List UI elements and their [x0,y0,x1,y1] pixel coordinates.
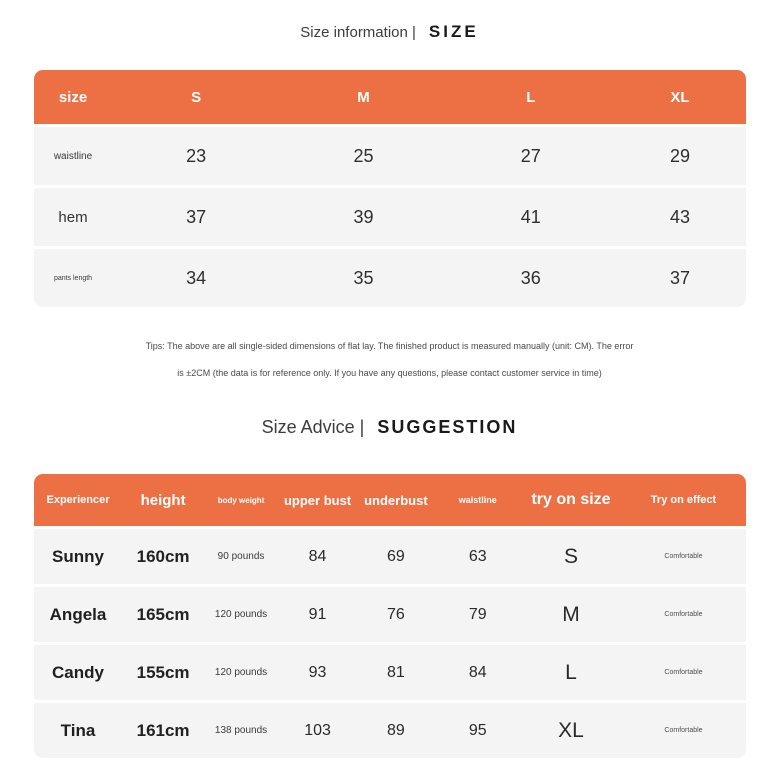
header-cell-s: S [191,88,202,106]
header-cell-height: height [140,491,186,509]
height-cell: 160cm [136,546,190,566]
underbust-cell: 81 [386,663,405,681]
value-cell: 29 [669,145,690,166]
header-cell-body-weight: body weight [217,495,265,505]
size-advice-title-main: SUGGESTION [377,417,518,437]
upper-bust-cell: 91 [308,605,327,623]
value-cell: 39 [353,206,374,227]
header-cell-upper-bust: upper bust [283,492,352,508]
try-on-size-cell: S [564,544,579,568]
table-row-pants-length [34,249,746,307]
value-cell: 37 [669,267,690,288]
try-on-effect-cell: Comfortable [664,611,703,618]
header-cell-underbust: underbust [364,492,428,508]
value-cell: 23 [186,145,207,166]
value-cell: 41 [520,206,541,227]
header-cell-try-on-effect: Try on effect [650,494,717,506]
table-row-angela [34,587,746,642]
try-on-size-cell: M [562,602,580,626]
waistline-cell: 63 [468,547,487,565]
weight-cell: 120 pounds [214,609,268,620]
tips-line-1: Tips: The above are all single-sided dimensions of flat lay. The finished product is measured manually (unit: CM). The error [145,341,634,351]
size-info-table [34,70,746,307]
size-advice-table-header [34,474,746,526]
underbust-cell: 76 [386,605,405,623]
height-cell: 155cm [136,662,190,682]
header-cell-l: L [526,88,536,106]
measurement-tips [0,333,779,387]
value-cell: 35 [353,267,374,288]
size-advice-table [34,474,746,758]
size-info-title [0,0,779,44]
table-row-sunny [34,529,746,584]
weight-cell: 138 pounds [214,725,268,736]
underbust-cell: 89 [386,721,405,739]
height-cell: 161cm [136,720,190,740]
waistline-cell: 84 [468,663,487,681]
try-on-size-cell: L [565,660,577,684]
row-label: waistline [53,150,93,162]
try-on-effect-cell: Comfortable [664,669,703,676]
waistline-cell: 79 [468,605,487,623]
value-cell: 43 [669,206,690,227]
header-cell-xl: XL [670,88,690,106]
try-on-size-cell: XL [558,718,584,742]
table-row-tina [34,703,746,758]
value-cell: 27 [520,145,541,166]
waistline-cell: 95 [468,721,487,739]
table-row-waistline [34,127,746,185]
size-info-title-prefix: Size information | [300,24,416,41]
size-advice-title [0,417,779,443]
row-label: hem [58,208,88,226]
weight-cell: 120 pounds [214,667,268,678]
tips-line-2: is ±2CM (the data is for reference only. If you have any questions, please contact customer service in time) [177,368,602,378]
try-on-effect-cell: Comfortable [664,727,703,734]
value-cell: 34 [186,267,207,288]
header-cell-try-on-size: try on size [531,491,611,508]
size-advice-title-prefix: Size Advice | [261,417,365,437]
table-row-candy [34,645,746,700]
value-cell: 37 [186,206,207,227]
weight-cell: 90 pounds [217,551,265,562]
size-info-table-header [34,70,746,124]
underbust-cell: 69 [386,547,405,565]
size-info-title-main: SIZE [428,22,479,41]
height-cell: 165cm [136,604,190,624]
experiencer-name: Sunny [52,546,104,566]
try-on-effect-cell: Comfortable [664,553,703,560]
upper-bust-cell: 93 [308,663,327,681]
row-label: pants length [53,274,93,282]
value-cell: 25 [353,145,374,166]
experiencer-name: Angela [49,604,107,624]
experiencer-name: Tina [60,720,96,740]
experiencer-name: Candy [52,662,104,682]
upper-bust-cell: 84 [308,547,327,565]
upper-bust-cell: 103 [304,721,331,739]
header-cell-size: size [58,88,88,106]
header-cell-m: M [357,88,370,106]
header-cell-waistline: waistline [458,495,497,505]
table-row-hem [34,188,746,246]
header-cell-experiencer: Experiencer [46,494,110,506]
value-cell: 36 [520,267,541,288]
